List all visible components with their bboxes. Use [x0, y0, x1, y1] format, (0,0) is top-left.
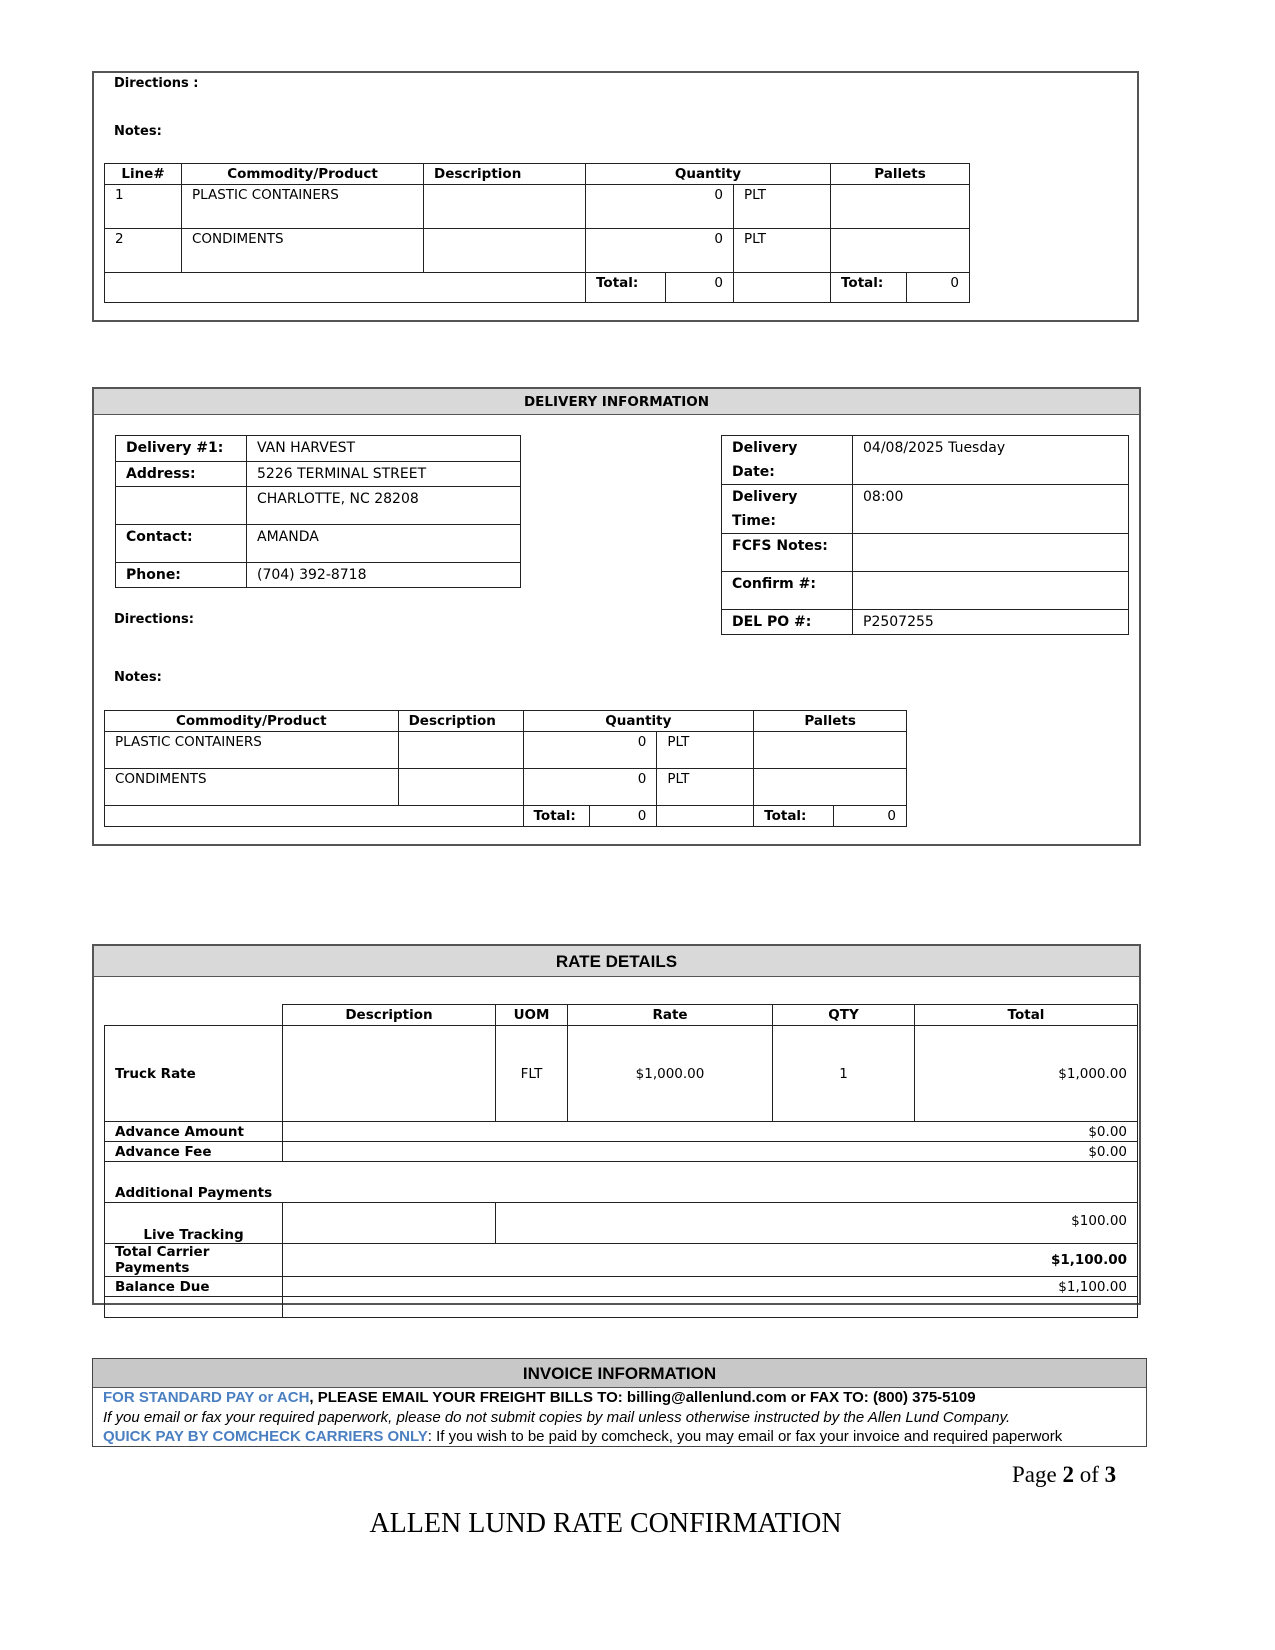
col-header-commodity: Commodity/Product: [105, 711, 399, 732]
truck-rate-rate: $1,000.00: [568, 1026, 773, 1122]
col-header-total: Total: [915, 1005, 1138, 1026]
totals-row: [105, 273, 970, 303]
cell-commodity: PLASTIC CONTAINERS: [105, 732, 399, 769]
cell-line: 1: [105, 185, 182, 229]
truck-rate-row: [105, 1026, 1138, 1122]
total-carrier-value: $1,100.00: [283, 1244, 1138, 1277]
qty-total-value: 0: [666, 273, 734, 303]
standard-pay-label: FOR STANDARD PAY or ACH: [103, 1389, 310, 1406]
cell-commodity: CONDIMENTS: [182, 229, 424, 273]
delivery-date-value: 04/08/2025 Tuesday: [853, 436, 1129, 485]
delivery-number-label: Delivery #1:: [116, 436, 247, 462]
cell-commodity: PLASTIC CONTAINERS: [182, 185, 424, 229]
quick-pay-instructions: : If you wish to be paid by comcheck, you may email or fax your invoice and required paperwork: [427, 1428, 1063, 1445]
cell-pallets: [754, 769, 907, 806]
contact-value: AMANDA: [247, 525, 521, 563]
confirm-number-value: [853, 572, 1129, 610]
col-header-pallets: Pallets: [754, 711, 907, 732]
pickup-directions-label: Directions :: [114, 76, 199, 91]
cell-unit: PLT: [734, 229, 831, 273]
cell-unit: PLT: [657, 732, 754, 769]
table-row: [105, 769, 907, 806]
live-tracking-row: [105, 1203, 1138, 1244]
pallets-total-label: Total:: [831, 273, 907, 303]
invoice-section: [92, 1358, 1147, 1447]
col-header-quantity: Quantity: [586, 164, 831, 185]
table-row: [105, 185, 970, 229]
page-word: Page: [1012, 1462, 1063, 1487]
pickup-section: [92, 71, 1139, 322]
phone-value: (704) 392-8718: [247, 563, 521, 588]
delivery-left-table: [115, 435, 521, 588]
invoice-line-mail-note: If you email or fax your required paperwork, please do not submit copies by mail unless otherwise instructed by the Allen Lund Company.: [103, 1409, 1011, 1426]
delivery-time-value: 08:00: [853, 485, 1129, 534]
truck-rate-label: Truck Rate: [105, 1026, 283, 1122]
delivery-section: [92, 387, 1141, 846]
balance-due-row: [105, 1277, 1138, 1297]
address-label: Address:: [116, 462, 247, 487]
delivery-commodity-table: [104, 710, 907, 827]
qty-total-label: Total:: [523, 806, 589, 827]
phone-label: Phone:: [116, 563, 247, 588]
balance-due-value: $1,100.00: [283, 1277, 1138, 1297]
cell-description: [424, 185, 586, 229]
cell-description: [424, 229, 586, 273]
col-header-qty: QTY: [773, 1005, 915, 1026]
advance-fee-label: Advance Fee: [105, 1142, 283, 1162]
total-carrier-label: Total Carrier Payments: [105, 1244, 283, 1277]
delivery-title: DELIVERY INFORMATION: [94, 389, 1139, 415]
qty-total-value: 0: [589, 806, 657, 827]
col-header-commodity: Commodity/Product: [182, 164, 424, 185]
delivery-directions-label: Directions:: [114, 612, 194, 627]
cell-unit: PLT: [657, 769, 754, 806]
invoice-title: INVOICE INFORMATION: [93, 1359, 1146, 1388]
pallets-total-value: 0: [907, 273, 970, 303]
advance-fee-row: [105, 1142, 1138, 1162]
document-title: ALLEN LUND RATE CONFIRMATION: [369, 1508, 842, 1539]
cell-qty: 0: [523, 732, 657, 769]
rate-table: [104, 1004, 1138, 1318]
cell-line: 2: [105, 229, 182, 273]
cell-commodity: CONDIMENTS: [105, 769, 399, 806]
cell-description: [398, 732, 523, 769]
cell-unit: PLT: [734, 185, 831, 229]
advance-amount-label: Advance Amount: [105, 1122, 283, 1142]
invoice-line-standard-pay: [103, 1389, 976, 1406]
rate-title: RATE DETAILS: [94, 946, 1139, 977]
advance-amount-value: $0.00: [283, 1122, 1138, 1142]
cell-description: [398, 769, 523, 806]
delivery-number-value: VAN HARVEST: [247, 436, 521, 462]
delivery-date-label: Delivery Date:: [722, 436, 853, 485]
quick-pay-label: QUICK PAY BY COMCHECK CARRIERS ONLY: [103, 1428, 428, 1445]
pickup-commodity-table: [104, 163, 970, 303]
cell-qty: 0: [523, 769, 657, 806]
col-header-description: Description: [283, 1005, 496, 1026]
del-po-label: DEL PO #:: [722, 610, 853, 635]
contact-label: Contact:: [116, 525, 247, 563]
del-po-value: P2507255: [853, 610, 1129, 635]
delivery-time-label: Delivery Time:: [722, 485, 853, 534]
invoice-line-quick-pay: [103, 1428, 1062, 1445]
cell-qty: 0: [586, 229, 734, 273]
cell-qty: 0: [586, 185, 734, 229]
pallets-total-value: 0: [834, 806, 907, 827]
page-total: 3: [1104, 1462, 1117, 1487]
balance-due-label: Balance Due: [105, 1277, 283, 1297]
live-tracking-label: Live Tracking: [105, 1203, 283, 1244]
address-line2: CHARLOTTE, NC 28208: [247, 487, 521, 525]
cell-pallets: [754, 732, 907, 769]
advance-fee-value: $0.00: [283, 1142, 1138, 1162]
cell-pallets: [831, 229, 970, 273]
pickup-notes-label: Notes:: [114, 124, 162, 139]
col-header-description: Description: [424, 164, 586, 185]
page-number: [1012, 1462, 1116, 1488]
truck-rate-uom: FLT: [496, 1026, 568, 1122]
page-of-word: of: [1073, 1462, 1105, 1487]
fcfs-notes-value: [853, 534, 1129, 572]
table-row: [105, 732, 907, 769]
delivery-right-table: [721, 435, 1129, 635]
additional-payments-row: [105, 1162, 1138, 1203]
col-header-rate: Rate: [568, 1005, 773, 1026]
col-header-quantity: Quantity: [523, 711, 754, 732]
col-header-uom: UOM: [496, 1005, 568, 1026]
page-current: 2: [1062, 1462, 1074, 1487]
col-header-line: Line#: [105, 164, 182, 185]
standard-pay-instructions: , PLEASE EMAIL YOUR FREIGHT BILLS TO: billing@allenlund.com or FAX TO: (800) 375-5109: [309, 1389, 976, 1406]
live-tracking-value: $100.00: [496, 1203, 1138, 1244]
fcfs-notes-label: FCFS Notes:: [722, 534, 853, 572]
qty-total-label: Total:: [586, 273, 666, 303]
totals-row: [105, 806, 907, 827]
rate-section: [92, 944, 1141, 1305]
cell-pallets: [831, 185, 970, 229]
total-carrier-row: [105, 1244, 1138, 1277]
truck-rate-total: $1,000.00: [915, 1026, 1138, 1122]
address-line1: 5226 TERMINAL STREET: [247, 462, 521, 487]
delivery-notes-label: Notes:: [114, 670, 162, 685]
advance-amount-row: [105, 1122, 1138, 1142]
truck-rate-qty: 1: [773, 1026, 915, 1122]
col-header-pallets: Pallets: [831, 164, 970, 185]
pallets-total-label: Total:: [754, 806, 834, 827]
table-row: [105, 229, 970, 273]
col-header-description: Description: [398, 711, 523, 732]
additional-payments-label: Additional Payments: [105, 1162, 1138, 1203]
confirm-number-label: Confirm #:: [722, 572, 853, 610]
